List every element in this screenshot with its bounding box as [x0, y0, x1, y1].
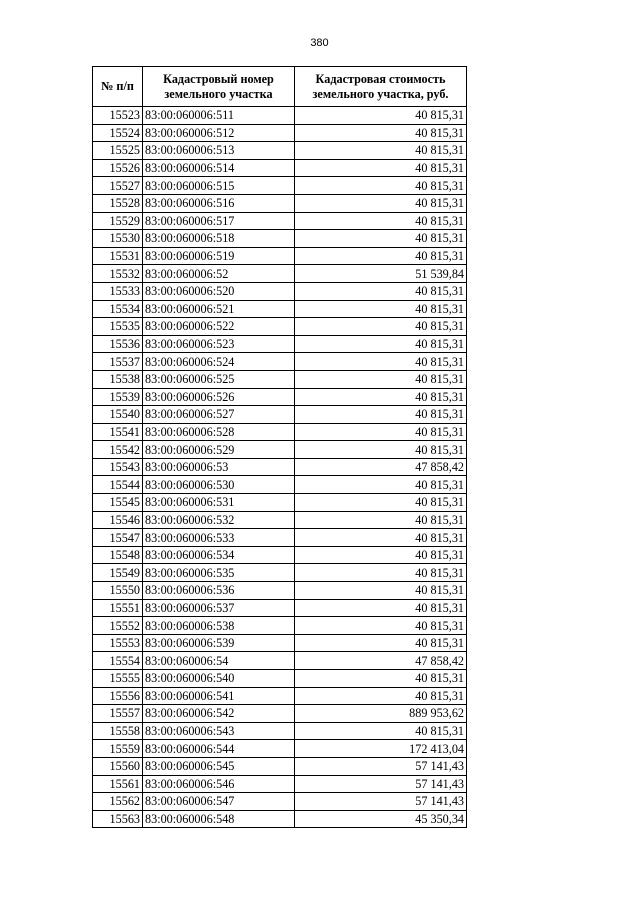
- table-row: [93, 406, 467, 424]
- cadastral-number-cell: 83:00:060006:511: [143, 107, 295, 125]
- row-number-cell: 15537: [93, 353, 143, 371]
- table-row: [93, 582, 467, 600]
- cadastral-value-cell: 172 413,04: [295, 740, 467, 758]
- row-number-cell: 15557: [93, 705, 143, 723]
- cadastral-value-cell: 40 815,31: [295, 722, 467, 740]
- cadastral-number-cell: 83:00:060006:532: [143, 511, 295, 529]
- table-row: [93, 282, 467, 300]
- cadastral-value-cell: 40 815,31: [295, 388, 467, 406]
- table-row: [93, 705, 467, 723]
- table-row: [93, 300, 467, 318]
- row-number-cell: 15536: [93, 335, 143, 353]
- row-number-cell: 15530: [93, 230, 143, 248]
- cadastral-value-cell: 40 815,31: [295, 511, 467, 529]
- row-number-cell: 15561: [93, 775, 143, 793]
- row-number-cell: 15563: [93, 810, 143, 828]
- cadastral-value-cell: 40 815,31: [295, 476, 467, 494]
- cadastral-value-cell: 40 815,31: [295, 300, 467, 318]
- row-number-cell: 15524: [93, 124, 143, 142]
- cadastral-number-cell: 83:00:060006:542: [143, 705, 295, 723]
- cadastral-number-cell: 83:00:060006:53: [143, 458, 295, 476]
- table-row: [93, 775, 467, 793]
- table-row: [93, 107, 467, 125]
- cadastral-number-cell: 83:00:060006:539: [143, 634, 295, 652]
- cadastral-number-cell: 83:00:060006:548: [143, 810, 295, 828]
- cadastral-number-cell: 83:00:060006:541: [143, 687, 295, 705]
- cadastral-value-cell: 40 815,31: [295, 318, 467, 336]
- table-row: [93, 617, 467, 635]
- cadastral-value-cell: 45 350,34: [295, 810, 467, 828]
- table-row: [93, 353, 467, 371]
- table-row: [93, 265, 467, 283]
- cadastral-number-cell: 83:00:060006:547: [143, 793, 295, 811]
- row-number-cell: 15548: [93, 546, 143, 564]
- cadastral-number-cell: 83:00:060006:521: [143, 300, 295, 318]
- cadastral-value-cell: 40 815,31: [295, 441, 467, 459]
- row-number-cell: 15554: [93, 652, 143, 670]
- table-row: [93, 494, 467, 512]
- cadastral-value-cell: 40 815,31: [295, 564, 467, 582]
- cadastral-number-cell: 83:00:060006:543: [143, 722, 295, 740]
- table-row: [93, 423, 467, 441]
- table-row: [93, 757, 467, 775]
- table-row: [93, 564, 467, 582]
- row-number-cell: 15543: [93, 458, 143, 476]
- table-row: [93, 511, 467, 529]
- cadastral-number-cell: 83:00:060006:520: [143, 282, 295, 300]
- row-number-cell: 15531: [93, 247, 143, 265]
- row-number-cell: 15547: [93, 529, 143, 547]
- cadastral-number-cell: 83:00:060006:538: [143, 617, 295, 635]
- table-row: [93, 740, 467, 758]
- cadastral-number-cell: 83:00:060006:540: [143, 670, 295, 688]
- row-number-cell: 15551: [93, 599, 143, 617]
- cadastral-value-cell: 40 815,31: [295, 406, 467, 424]
- table-row: [93, 318, 467, 336]
- cadastral-value-cell: 889 953,62: [295, 705, 467, 723]
- cadastral-value-cell: 40 815,31: [295, 177, 467, 195]
- cadastral-number-cell: 83:00:060006:515: [143, 177, 295, 195]
- cadastral-number-cell: 83:00:060006:528: [143, 423, 295, 441]
- cadastral-number-cell: 83:00:060006:522: [143, 318, 295, 336]
- cadastral-value-cell: 57 141,43: [295, 757, 467, 775]
- row-number-cell: 15562: [93, 793, 143, 811]
- table-row: [93, 652, 467, 670]
- table-row: [93, 194, 467, 212]
- cadastral-value-cell: 51 539,84: [295, 265, 467, 283]
- cadastral-number-cell: 83:00:060006:544: [143, 740, 295, 758]
- row-number-cell: 15540: [93, 406, 143, 424]
- table-row: [93, 458, 467, 476]
- cadastral-number-cell: 83:00:060006:546: [143, 775, 295, 793]
- table-row: [93, 177, 467, 195]
- table-row: [93, 810, 467, 828]
- cadastral-value-cell: 40 815,31: [295, 546, 467, 564]
- cadastral-value-cell: 40 815,31: [295, 194, 467, 212]
- row-number-cell: 15538: [93, 370, 143, 388]
- cadastral-number-cell: 83:00:060006:533: [143, 529, 295, 547]
- row-number-cell: 15553: [93, 634, 143, 652]
- cadastral-value-cell: 57 141,43: [295, 775, 467, 793]
- cadastral-value-cell: 40 815,31: [295, 142, 467, 160]
- cadastral-value-cell: 57 141,43: [295, 793, 467, 811]
- row-number-cell: 15542: [93, 441, 143, 459]
- row-number-cell: 15544: [93, 476, 143, 494]
- table-row: [93, 388, 467, 406]
- row-number-cell: 15529: [93, 212, 143, 230]
- row-number-cell: 15549: [93, 564, 143, 582]
- row-number-cell: 15525: [93, 142, 143, 160]
- cadastral-value-cell: 40 815,31: [295, 159, 467, 177]
- row-number-cell: 15555: [93, 670, 143, 688]
- table-row: [93, 370, 467, 388]
- cadastral-number-cell: 83:00:060006:529: [143, 441, 295, 459]
- row-number-cell: 15552: [93, 617, 143, 635]
- row-number-cell: 15541: [93, 423, 143, 441]
- table-row: [93, 212, 467, 230]
- cadastral-value-cell: 40 815,31: [295, 529, 467, 547]
- table-row: [93, 687, 467, 705]
- row-number-cell: 15560: [93, 757, 143, 775]
- cadastral-value-cell: 47 858,42: [295, 652, 467, 670]
- cadastral-number-cell: 83:00:060006:516: [143, 194, 295, 212]
- cadastral-number-cell: 83:00:060006:513: [143, 142, 295, 160]
- cadastral-value-cell: 40 815,31: [295, 617, 467, 635]
- table-row: [93, 670, 467, 688]
- table-row: [93, 230, 467, 248]
- table-row: [93, 529, 467, 547]
- cadastral-value-cell: 40 815,31: [295, 582, 467, 600]
- cadastral-value-cell: 40 815,31: [295, 353, 467, 371]
- row-number-cell: 15528: [93, 194, 143, 212]
- table-row: [93, 546, 467, 564]
- cadastral-number-cell: 83:00:060006:545: [143, 757, 295, 775]
- cadastral-value-cell: 40 815,31: [295, 247, 467, 265]
- row-number-cell: 15550: [93, 582, 143, 600]
- cadastral-value-cell: 47 858,42: [295, 458, 467, 476]
- table-header-row: [93, 67, 467, 107]
- cadastral-value-cell: 40 815,31: [295, 670, 467, 688]
- cadastral-value-cell: 40 815,31: [295, 212, 467, 230]
- row-number-cell: 15523: [93, 107, 143, 125]
- cadastral-number-cell: 83:00:060006:514: [143, 159, 295, 177]
- cadastral-value-cell: 40 815,31: [295, 124, 467, 142]
- header-cadastral-number: Кадастровый номер земельного участка: [143, 67, 295, 107]
- table-row: [93, 476, 467, 494]
- cadastral-number-cell: 83:00:060006:531: [143, 494, 295, 512]
- cadastral-value-cell: 40 815,31: [295, 494, 467, 512]
- table-row: [93, 335, 467, 353]
- row-number-cell: 15532: [93, 265, 143, 283]
- cadastral-value-cell: 40 815,31: [295, 230, 467, 248]
- cadastral-value-cell: 40 815,31: [295, 335, 467, 353]
- cadastral-value-cell: 40 815,31: [295, 370, 467, 388]
- table-row: [93, 793, 467, 811]
- cadastral-number-cell: 83:00:060006:512: [143, 124, 295, 142]
- cadastral-number-cell: 83:00:060006:52: [143, 265, 295, 283]
- row-number-cell: 15545: [93, 494, 143, 512]
- table-row: [93, 722, 467, 740]
- table-row: [93, 159, 467, 177]
- cadastral-value-cell: 40 815,31: [295, 687, 467, 705]
- table-row: [93, 142, 467, 160]
- cadastral-value-cell: 40 815,31: [295, 107, 467, 125]
- cadastral-value-cell: 40 815,31: [295, 423, 467, 441]
- cadastral-number-cell: 83:00:060006:524: [143, 353, 295, 371]
- cadastral-value-cell: 40 815,31: [295, 282, 467, 300]
- table-row: [93, 634, 467, 652]
- page-number: 380: [310, 37, 329, 49]
- row-number-cell: 15526: [93, 159, 143, 177]
- cadastral-number-cell: 83:00:060006:518: [143, 230, 295, 248]
- cadastral-number-cell: 83:00:060006:54: [143, 652, 295, 670]
- table-body: [93, 107, 467, 828]
- header-row-number: № п/п: [93, 67, 143, 107]
- table-row: [93, 441, 467, 459]
- row-number-cell: 15535: [93, 318, 143, 336]
- row-number-cell: 15539: [93, 388, 143, 406]
- cadastral-number-cell: 83:00:060006:534: [143, 546, 295, 564]
- table-row: [93, 599, 467, 617]
- cadastral-number-cell: 83:00:060006:525: [143, 370, 295, 388]
- cadastral-number-cell: 83:00:060006:526: [143, 388, 295, 406]
- cadastral-number-cell: 83:00:060006:530: [143, 476, 295, 494]
- cadastral-value-cell: 40 815,31: [295, 599, 467, 617]
- cadastral-number-cell: 83:00:060006:519: [143, 247, 295, 265]
- cadastral-number-cell: 83:00:060006:536: [143, 582, 295, 600]
- cadastral-number-cell: 83:00:060006:527: [143, 406, 295, 424]
- row-number-cell: 15558: [93, 722, 143, 740]
- row-number-cell: 15556: [93, 687, 143, 705]
- row-number-cell: 15533: [93, 282, 143, 300]
- table-row: [93, 247, 467, 265]
- table-row: [93, 124, 467, 142]
- row-number-cell: 15527: [93, 177, 143, 195]
- cadastral-number-cell: 83:00:060006:535: [143, 564, 295, 582]
- cadastral-number-cell: 83:00:060006:537: [143, 599, 295, 617]
- cadastral-number-cell: 83:00:060006:517: [143, 212, 295, 230]
- cadastral-value-table: [92, 66, 467, 828]
- row-number-cell: 15546: [93, 511, 143, 529]
- header-cadastral-value: Кадастровая стоимость земельного участка, руб.: [295, 67, 467, 107]
- row-number-cell: 15534: [93, 300, 143, 318]
- row-number-cell: 15559: [93, 740, 143, 758]
- cadastral-number-cell: 83:00:060006:523: [143, 335, 295, 353]
- cadastral-value-cell: 40 815,31: [295, 634, 467, 652]
